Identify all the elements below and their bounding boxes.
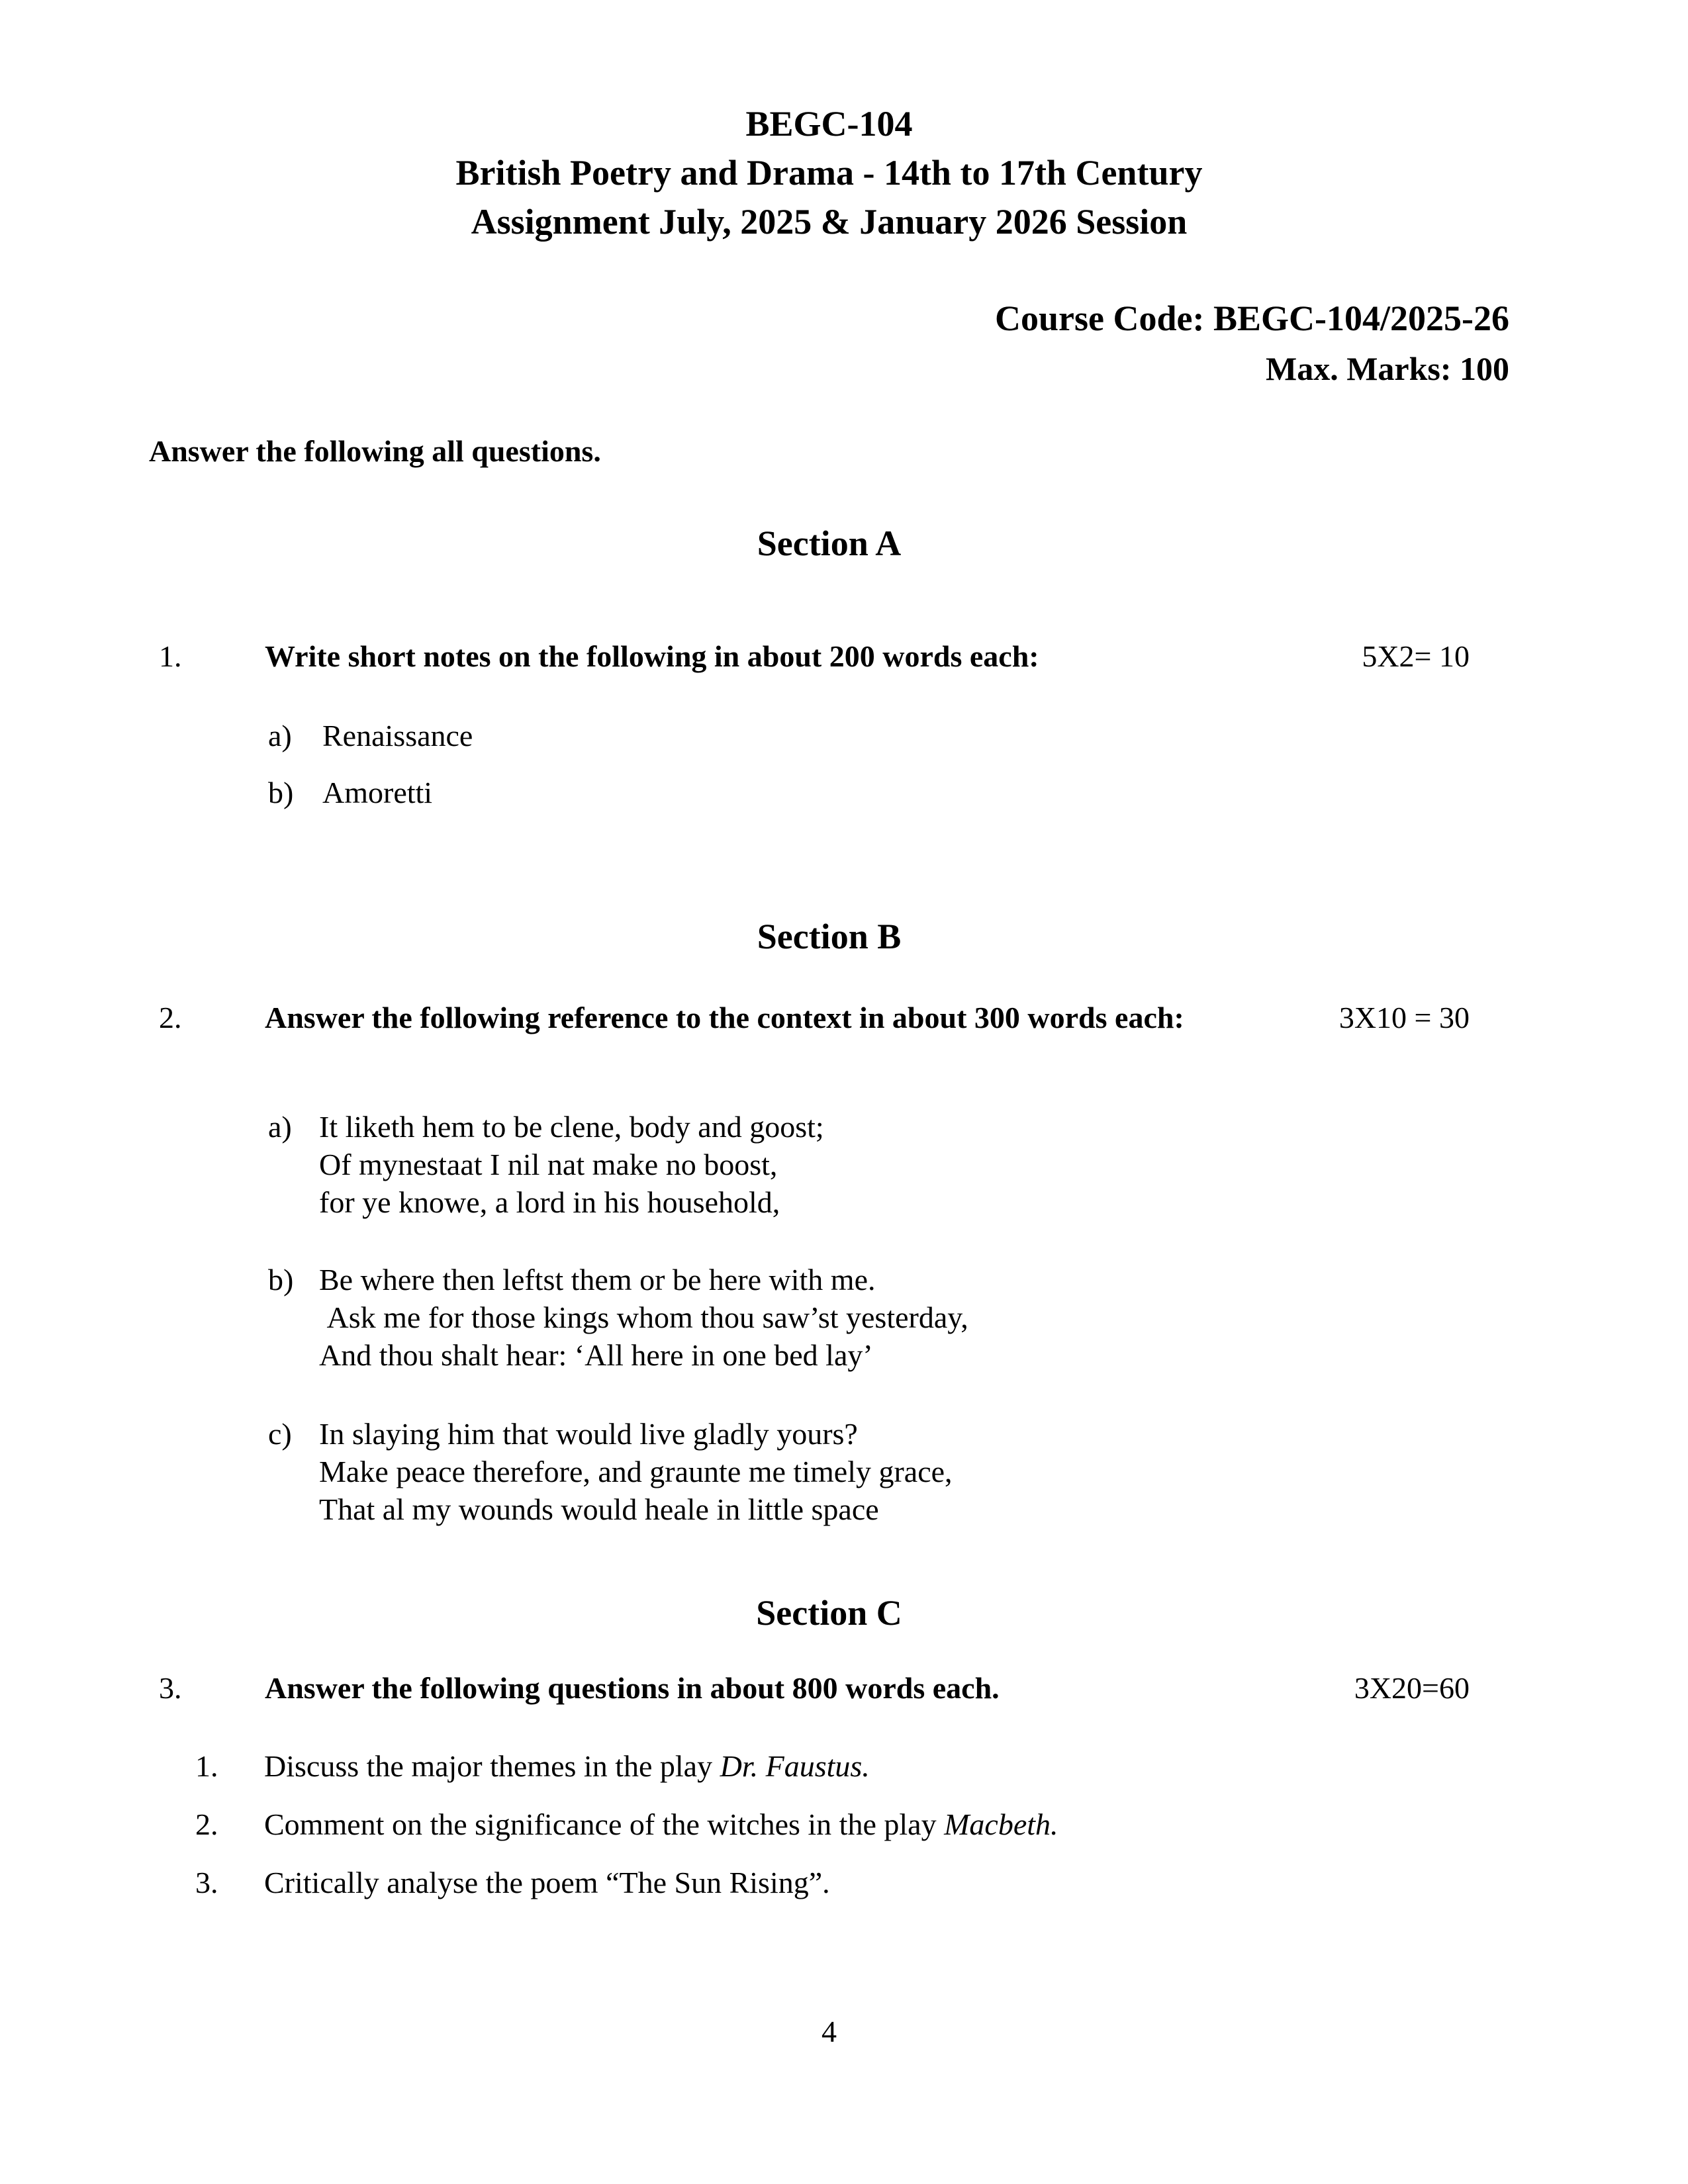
quote-b-line-2: Ask me for those kings whom thou saw’st yesterday, bbox=[319, 1300, 968, 1334]
question-1-text: Write short notes on the following in about 200 words each: bbox=[265, 639, 1039, 673]
quote-b-lines bbox=[319, 1261, 968, 1374]
document-header bbox=[149, 99, 1509, 246]
course-code-heading: BEGC-104 bbox=[745, 104, 913, 144]
sub-question-2-text bbox=[264, 1806, 1058, 1843]
list-item bbox=[268, 774, 1509, 811]
quote-a-line-1: It liketh hem to be clene, body and goost; bbox=[319, 1110, 824, 1144]
question-1-row bbox=[149, 638, 1509, 675]
sub-question-2-text-italic: Macbeth. bbox=[944, 1807, 1058, 1841]
max-marks-line: Max. Marks: 100 bbox=[1266, 350, 1509, 387]
question-1-number: 1. bbox=[159, 639, 182, 673]
item-a-label: a) bbox=[268, 719, 292, 752]
question-3-number: 3. bbox=[159, 1671, 182, 1705]
question-3-text: Answer the following questions in about 800 words each. bbox=[265, 1671, 1000, 1705]
quote-b-line-3: And thou shalt hear: ‘All here in one bed lay’ bbox=[319, 1338, 873, 1372]
question-2-text: Answer the following reference to the context in about 300 words each: bbox=[265, 1001, 1184, 1034]
quote-b-label: b) bbox=[268, 1263, 294, 1297]
question-3-row bbox=[149, 1670, 1509, 1707]
quote-a-line-3: for ye knowe, a lord in his household, bbox=[319, 1185, 780, 1219]
quote-c-line-1: In slaying him that would live gladly yours? bbox=[319, 1417, 858, 1451]
quote-c-line-3: That al my wounds would heale in little space bbox=[319, 1492, 879, 1526]
item-a-text: Renaissance bbox=[322, 719, 473, 752]
list-item bbox=[149, 1806, 1509, 1843]
quote-b bbox=[268, 1261, 1509, 1374]
sub-question-3-text-main: Critically analyse the poem “The Sun Rising”. bbox=[264, 1866, 830, 1899]
question-3-marks: 3X20=60 bbox=[1354, 1671, 1470, 1705]
list-item bbox=[268, 717, 1509, 754]
sub-question-1-text-italic: Dr. Faustus. bbox=[720, 1749, 870, 1783]
session-heading: Assignment July, 2025 & January 2026 Session bbox=[471, 202, 1188, 242]
sub-question-2-number: 2. bbox=[195, 1807, 218, 1841]
sub-question-1-text-main: Discuss the major themes in the play bbox=[264, 1749, 720, 1783]
item-b-text: Amoretti bbox=[322, 776, 433, 809]
quote-a bbox=[268, 1108, 1509, 1221]
quote-c bbox=[268, 1415, 1509, 1528]
instruction-text: Answer the following all questions. bbox=[149, 434, 601, 468]
quote-b-line-1: Be where then leftst them or be here with me. bbox=[319, 1263, 876, 1297]
section-a-title: Section A bbox=[757, 523, 902, 563]
item-b-label: b) bbox=[268, 776, 294, 809]
quote-c-line-2: Make peace therefore, and graunte me timely grace, bbox=[319, 1455, 953, 1488]
question-2-marks: 3X10 = 30 bbox=[1338, 1001, 1470, 1034]
list-item bbox=[149, 1864, 1509, 1901]
question-1-marks: 5X2= 10 bbox=[1362, 639, 1470, 673]
sub-question-1-text bbox=[264, 1748, 870, 1785]
quote-c-lines bbox=[319, 1415, 953, 1528]
sub-question-3-text bbox=[264, 1864, 830, 1901]
sub-question-1-number: 1. bbox=[195, 1749, 218, 1783]
quote-a-line-2: Of mynestaat I nil nat make no boost, bbox=[319, 1148, 778, 1181]
course-code-line: Course Code: BEGC-104/2025-26 bbox=[995, 298, 1509, 338]
section-b-title: Section B bbox=[757, 917, 902, 956]
question-2-row bbox=[149, 999, 1509, 1036]
section-c-title: Section C bbox=[756, 1593, 902, 1633]
quote-c-label: c) bbox=[268, 1417, 292, 1451]
list-item bbox=[149, 1748, 1509, 1785]
quote-a-label: a) bbox=[268, 1110, 292, 1144]
quote-a-lines bbox=[319, 1108, 824, 1221]
question-2-number: 2. bbox=[159, 1001, 182, 1034]
course-title-heading: British Poetry and Drama - 14th to 17th Century bbox=[455, 153, 1203, 193]
page-number: 4 bbox=[821, 2015, 837, 2048]
sub-question-3-number: 3. bbox=[195, 1866, 218, 1899]
sub-question-2-text-main: Comment on the significance of the witches in the play bbox=[264, 1807, 945, 1841]
